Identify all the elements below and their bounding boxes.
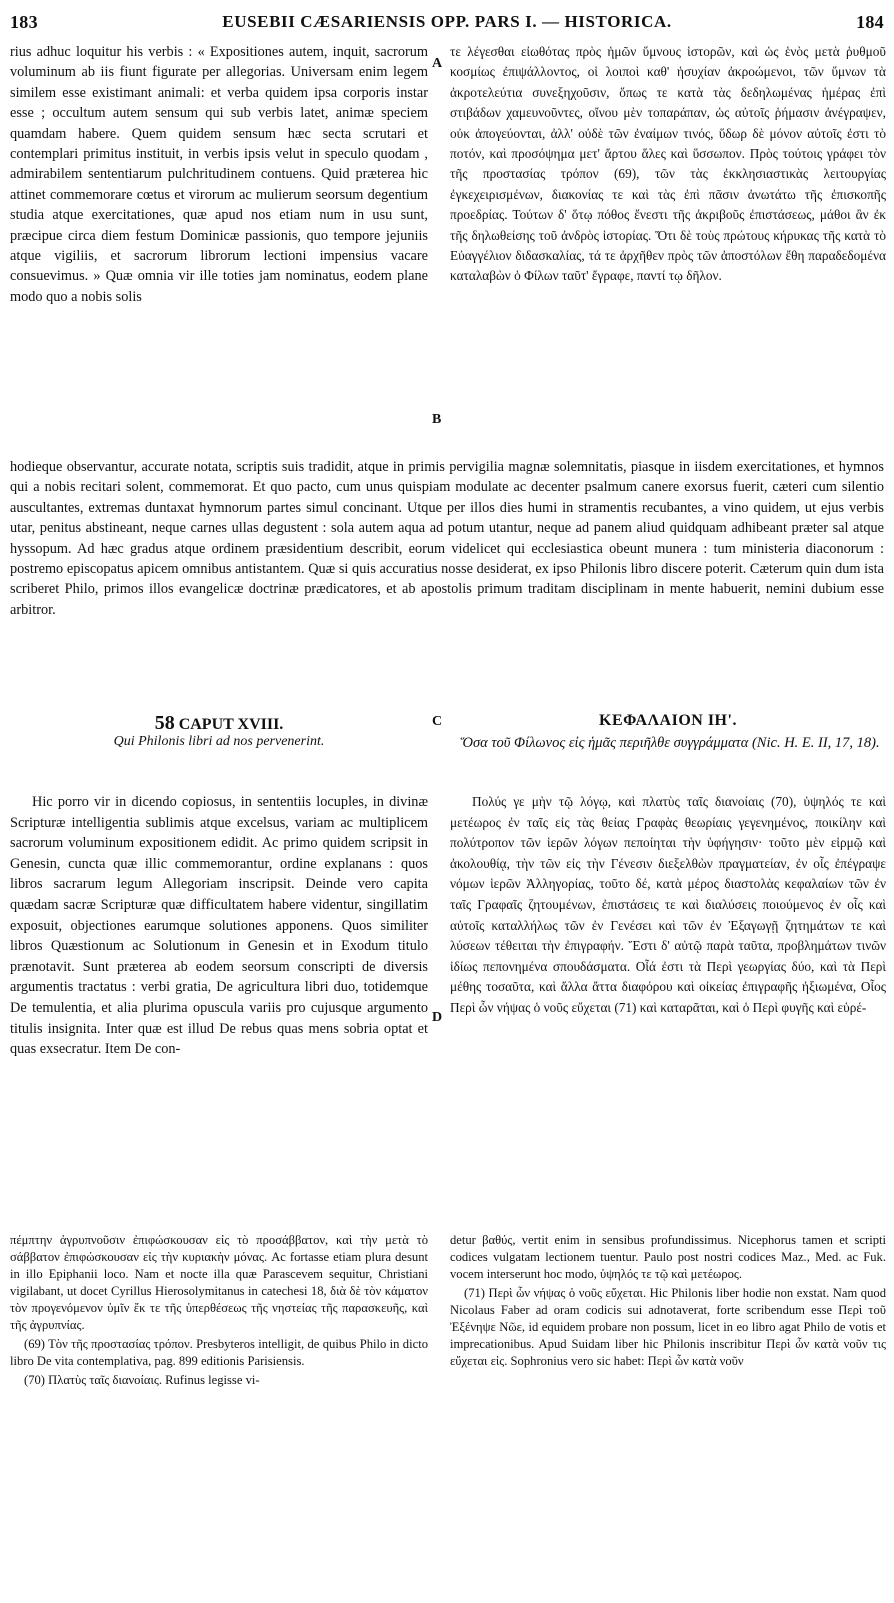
- greek-text-top: τε λέγεσθαι εἰωθότας πρὸς ἡμῶν ὕμνους ἱστορῶν, καὶ ὡς ἑνὸς μετὰ ῥυθμοῦ κοσμίως ἐπιψάλλοντος, οἱ λοιποὶ καθ' ἡσυχίαν ἀκροώμενοι, τῶν ὕμνων τὰ ἀκροτελεύτια συνεξηχοῦσιν, ὅπως τε κατὰ τὰς δεδηλωμένας ἡμέρας ἐπὶ στιβάδων χαμευνοῦντες, οἴνου μὲν τοπαράπαν, ὡς αὐτοῖς ῥήμασιν ἀνέγραψεν, οὐκ ἀπογεύονται, ἀλλ' οὐδὲ τῶν ἐναίμων τινός, ὕδωρ δὲ μόνον αὐτοῖς ἐστι τὸ ποτόν, καὶ προσόψημα μετ' ἄρτου ἅλες καὶ ὕσσωπον. Πρὸς τούτοις γράφει τὸν τῆς προστασίας τρόπον (69), τῶν τὰς ἐκκλησιαστικὰς λειτουργίας ἐγκεχειρισμένων, διακονίας τε καὶ τὰς ἐπὶ πᾶσιν ἀνωτάτω τῆς ἐπισκοπῆς προεδρίας. Τούτων δ' ὅτῳ πόθος ἔνεστι τῆς ἀκριβοῦς ἐπιστάσεως, μάθοι ἂν ἐκ τῆς δηλωθείσης τοῦ ἀνδρὸς ἱστορίας. Ὅτι δὲ τοὺς πρώτους κήρυκας τῆς κατὰ τὸ Εὐαγγέλιον διδασκαλίας, τά τε ἀρχῆθεν πρὸς τῶν ἀποστόλων ἔθη παραδεδομένα καταλαβὼν ὁ Φίλων ταῦτ' ἔγραφε, παντί τῳ δῆλον.: [450, 44, 886, 284]
- latin-text-body: Hic porro vir in dicendo copiosus, in sententiis locuples, in divinæ Scripturæ intelligentia sublimis atque excelsus, variam ac multiplicem sacrorum voluminum expositionem edidit. Ac primo quidem scripsit in Genesin, cuncta quæ illic commemorantur, ordine explanans : quos libros sacrarum legum Allegoriam inscripsit. Deinde vero capita quædam sacræ Scripturæ quæ difficultatem habere videntur, singillatim exposuit, objectiones earumque solutiones apponens. Quos similiter libros Quæstionum ac Solutionum in Genesin et in Exodum titulo prænotavit. Sunt præterea ab eodem seorsum conscripti de diversis argumentis tractatus : verbi gratia, De agricultura libri duo, totidemque De temulentia, et alia plurima opuscula variis pro cujusque argumento titulis insignita. Inter quæ est illud De rebus quas mens sobria optat et quas exsecratur. Item De con-: [10, 794, 428, 1058]
- footnotes-left: [10, 1232, 428, 1391]
- latin-chapter-subtitle: Qui Philonis libri ad nos pervenerint.: [113, 734, 325, 749]
- footnotes-right: [450, 1232, 886, 1372]
- latin-text-top: rius adhuc loquitur his verbis : « Expositiones autem, inquit, sacrorum voluminum ab iis fiunt figurate per allegorias. Universam enim legem similem esse existimant animali: et verba quidem ipsa corporis instar esse ; occultum autem sensum qui sub verbis latet, animæ speciem quamdam habere. Quem quidem sensum hæc secta scrutari et contemplari primitus instituit, in verbis ipsis velut in speculo quodam , admirabilem sententiarum pulchritudinem contuens. Quid præterea hic attinet commemorare cœtus et virorum ac mulierum seorsum degentium studia atque exercitationes, quæ apud nos etiam num in usu sunt, præcipue circa diem festum Dominicæ passionis, quo tempore jejuniis atque vigiliis, et sacrorum librorum lectioni impensius vacare consuevimus. » Quæ omnia vir ille toties jam nominatus, eodem plane modo quo a nobis solis: [10, 44, 428, 305]
- page-number-left: 183: [10, 11, 38, 32]
- column-marker-b: B: [432, 412, 442, 427]
- latin-column-body: [10, 792, 428, 1060]
- footnote-70: (70) Πλατὺς ταῖς διανοίαις. Rufinus legisse vi-: [24, 1373, 260, 1387]
- greek-column-top: [450, 42, 886, 287]
- footnote-69: (69) Τὸν τῆς προστασίας τρόπον. Presbyteros intelligit, de quibus Philo in dicto libro De vita contemplativa, pag. 899 editionis Parisiensis.: [10, 1337, 428, 1368]
- footnote-left-1: πέμπτην ἀγρυπνοῦσιν ἐπιφώσκουσαν εἰς τὸ προσάββατον, καὶ τὴν μετὰ τὸ σάββατον ἐπιφώσκουσαν εἰς τὴν κυριακὴν μόνας. Ac fortasse etiam plura desunt in illo Epiphanii loco. Nam et nocte illa quæ Parascevem sequitur, Christiani vigilabant, ut docet Cyrillus Hierosolymitanus in catechesi 18, διὰ δὲ τὸν κάματον τὸν προγενόμενον ὑμῖν ἔκ τε τῆς ὑπερθέσεως τῆς νηστείας τῆς παρασκευῆς, καὶ τῆς ἀγρυπνίας.: [10, 1233, 428, 1332]
- greek-text-body: Πολύς γε μὴν τῷ λόγῳ, καὶ πλατὺς ταῖς διανοίαις (70), ὑψηλός τε καὶ μετέωρος ἐν ταῖς εἰς τὰς θείας Γραφὰς θεωρίαις γεγενημένος, ποικίλην καὶ πολύτροπον τῶν ἱερῶν λόγων πεποίηται τὴν ὑφήγησιν· τοῦτο μὲν εἱρμῷ καὶ ἀκολουθίᾳ, τὴν τῶν εἰς τὴν Γένεσιν διεξελθὼν πραγματείαν, ἐν οἷς ἐπέγραψε νόμων ἱερῶν Ἀλληγορίας, τοῦτο δέ, κατὰ μέρος διαστολὰς κεφαλαίων τῶν ἐν ταῖς Γραφαῖς ζητουμένων, ἐπιστάσεις τε καὶ διαλύσεις ποιούμενος ἐν οἷς καὶ αὐτοῖς καταλλήλως τῶν ἐν Γενέσει καὶ τῶν ἐν Ἐξαγωγῇ ζητημάτων τε καὶ λύσεων τέθειται τὴν ἐπιγραφήν. Ἔστι δ' αὐτῷ παρὰ ταῦτα, προβλημάτων τινῶν ἰδίως πεπονημένα σπουδάσματα. Οἷά ἐστι τὰ Περὶ γεωργίας δύο, καὶ τὰ Περὶ μέθης τοσαῦτα, καὶ ἄλλα ἄττα διαφόρου καὶ οἰκείας ἐπιγραφῆς ἠξιωμένα, Οἷος Περὶ ὧν νήψας ὁ νοῦς εὔχεται (71) καὶ καταρᾶται, καὶ ὁ Περὶ φυγῆς καὶ εὑρέ-: [450, 794, 886, 1015]
- running-header: [10, 8, 884, 36]
- greek-column-body: [450, 792, 886, 1019]
- page-number-right: 184: [856, 11, 884, 32]
- footnote-right-1: detur βαθύς, vertit enim in sensibus profundissimus. Nicephorus tamen et scripti codices vulgatam lectionem tuentur. Paulo post nostri codices Maz., Med. ac Fuk. vocem interserunt hoc modo, ὑψηλός τε τῷ καὶ μετέωρος.: [450, 1233, 886, 1281]
- latin-caput-title: CAPUT XVIII.: [178, 716, 284, 733]
- latin-full-width-paragraph: [10, 457, 884, 620]
- column-marker-d: D: [432, 1010, 443, 1025]
- latin-text-full: hodieque observantur, accurate notata, scriptis suis tradidit, atque in primis pervigilia magnæ solemnitatis, piasque in iisdem exercitationes, et hymnos qui a nobis recitari solent, commemorat. Et quo pacto, cum unus quispiam modulate ac decenter psalmum canere exorsus fuerit, cæteri cum silentio auscultantes, extremas duntaxat hymnorum partes simul concinant. Utque per illos dies humi in stramentis recubantes, a vino quidem, ut ejus verbis utar, penitus abstineant, neque carnes ullas degustent : sola autem aqua ad potum utantur, neque ad panem aliud quidquam adhibeant præter sal atque hyssopum. Ad hæc gradus atque ordinem præsidentium describit, eorum videlicet qui ecclesiastica obeunt munera : tum ministeria diaconorum : postremo episcopatus apicem omnibus antistantem. Quæ si quis accuratius nosse desiderat, ex ipso Philonis libro discere poterit. Cæterum quin dum ista scriberet Philo, primos illos evangelicæ doctrinæ prædicatores, et ab apostolis primum traditam disciplinam in mente habuerit, nemini dubium esse arbitror.: [10, 459, 884, 618]
- column-marker-c: C: [432, 714, 443, 729]
- chapter-number: 58: [154, 712, 175, 734]
- running-title: EUSEBII CÆSARIENSIS OPP. PARS I. — HISTORICA.: [222, 12, 672, 31]
- column-marker-a: A: [432, 56, 443, 71]
- footnote-71: (71) Περὶ ὧν νήψας ὁ νοῦς εὔχεται. Hic Philonis liber hodie non exstat. Nam quod Nicolaus Faber ad oram codicis sui adnotaverat, forte scribendum esse Περὶ τοῦ Ἐξένηψε Νῶε, id equidem probare non possum, licet in eo libro agat Philo de votis et imprecationibus. Apud Suidam liber hic Philonis inscribitur Περὶ ὧν κατὰ νοῦν τις εὔχεται εἰς. Sophronius vero sic habet: Περὶ ὧν κατὰ νοῦν: [450, 1286, 886, 1368]
- greek-chapter-heading: ΚΕΦΑΛΑΙΟΝ ΙΗ'.: [599, 712, 737, 729]
- latin-column-top: [10, 42, 428, 307]
- latin-chapter-heading: [10, 712, 428, 735]
- greek-chapter-subtitle: Ὅσα τοῦ Φίλωνος εἰς ἡμᾶς περιῆλθε συγγράμματα (Nic. H. E. II, 17, 18).: [460, 735, 880, 751]
